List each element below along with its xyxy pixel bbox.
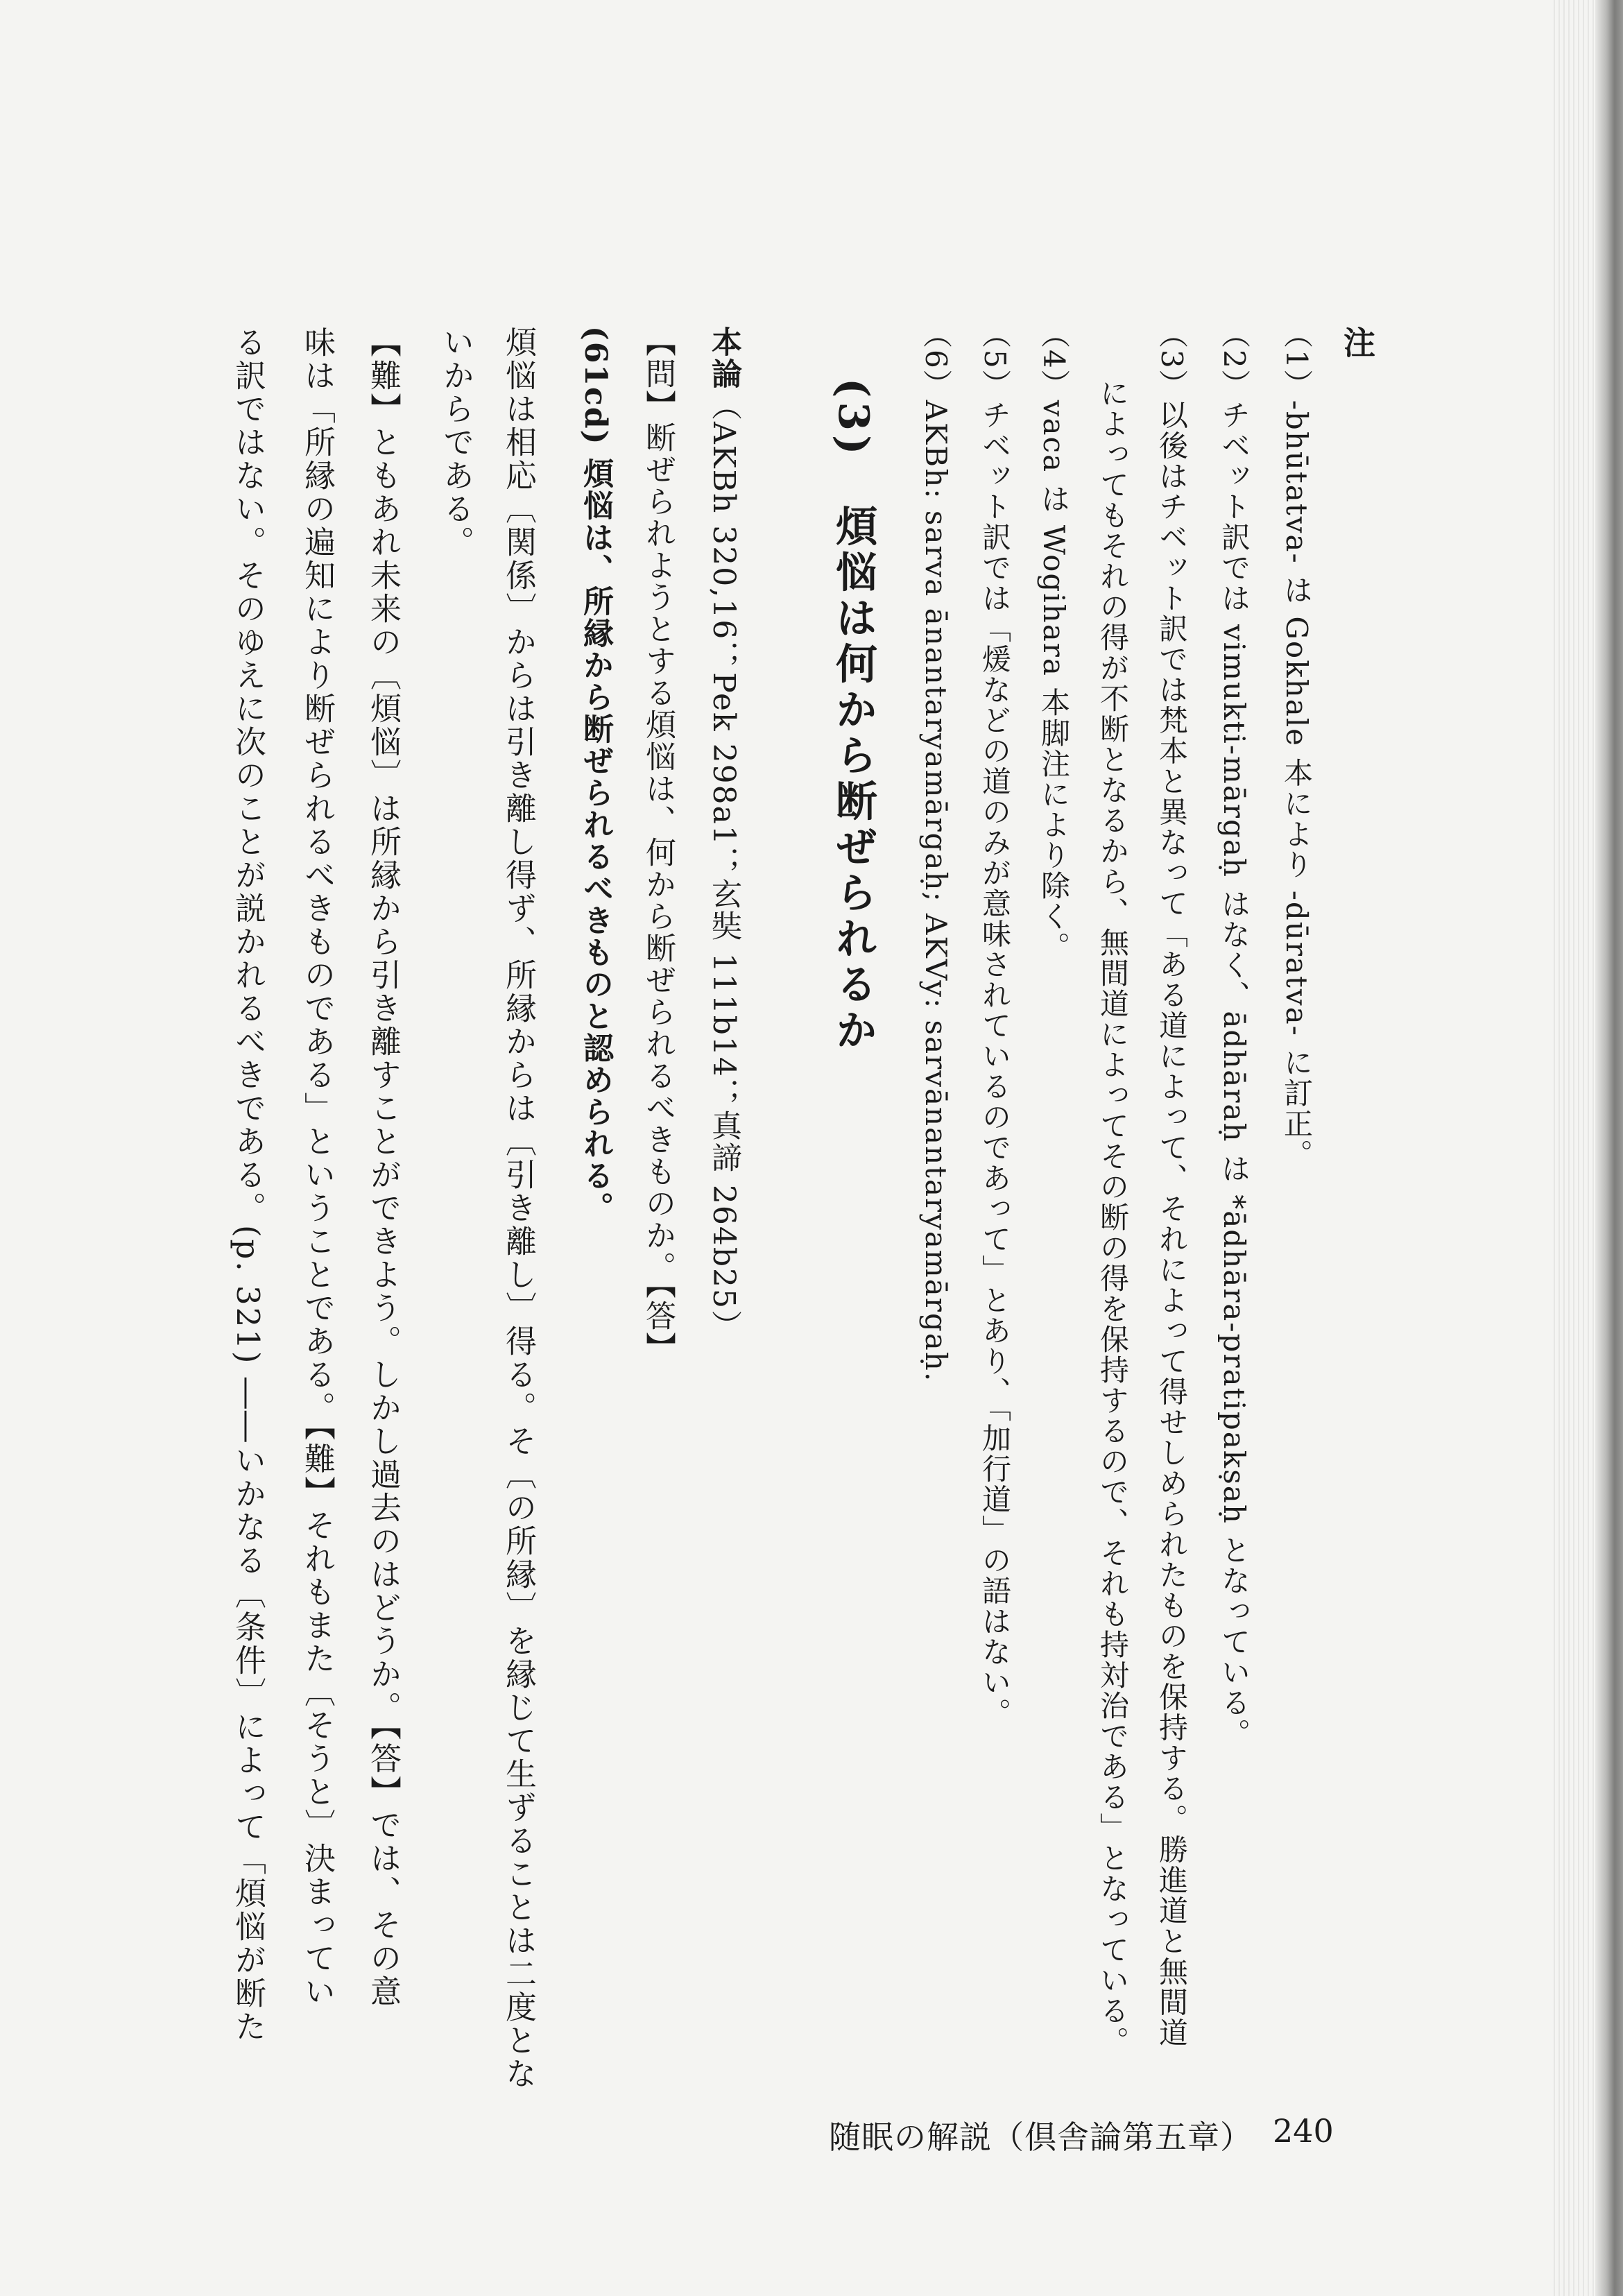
body-line-1: 煩悩は相応〔関係〕からは引き離し得ず、所縁からは〔引き離し〕得る。そ〔の所縁〕を縁じて生ずることは二度とな	[500, 326, 537, 2091]
note-3: （3）以後はチベット訳では梵本と異なって「ある道によって、それによって得せしめられたものを保持する。勝進道と無間道	[1155, 319, 1189, 2048]
body-line-4: 味は「所縁の遍知により断ぜられるべきものである」ということである。【難】それもまた〔そうと〕決まってい	[299, 326, 336, 2009]
note-6: （6）AKBh: sarva ānantaryamārgaḥ; AKVy: sarvānantaryamārgaḥ.	[919, 319, 953, 1383]
honron-label: 本論	[706, 326, 741, 390]
note-3-continued: によってもそれの得が不断となるから、無間道によってその断の得を保持するので、それも持対治である」となっている。	[1096, 378, 1130, 2057]
honron-reference: （AKBh 320,16；Pek 298a1；玄奘 111b14；真諦 264b25）	[706, 390, 741, 1342]
running-footer-title: 随眠の解説（倶舎論第五章）	[829, 2118, 1253, 2156]
note-2: （2）チベット訳では vimukti-mārgaḥ はなく、ādhāraḥ は *ādhāra-pratipakṣaḥ となっている。	[1217, 319, 1251, 1749]
note-1: （1）-bhūtatva- は Gokhale 本により -dūratva- に訂正。	[1280, 319, 1314, 1170]
notes-heading: 注	[1339, 326, 1376, 359]
section-title: (3) 煩悩は何から断ぜられるか	[829, 378, 877, 1054]
page-number: 240	[1273, 2112, 1334, 2150]
note-5: （5）チベット訳では「煖などの道のみが意味されているのであって」とあり、「加行道」の語はない。	[978, 319, 1012, 1729]
verse-line: (61cd) 煩悩は、所縁から断ぜられるべきものと認められる。	[578, 326, 613, 1224]
body-line-3: 【難】ともあれ未来の〔煩悩〕は所縁から引き離すことができよう。しかし過去のはどうか。【答】では、その意	[365, 326, 402, 2009]
body-line-5: る訳ではない。そのゆえに次のことが説かれるべきである。(p. 321) ――いかなる〔条件〕によって「煩悩が断た	[230, 326, 266, 2044]
question-line: 【問】断ぜられようとする煩悩は、何から断ぜられるべきものか。【答】	[640, 326, 676, 1364]
book-spine-shadow	[1595, 0, 1623, 2296]
body-line-2: いからである。	[438, 326, 474, 559]
honron-line	[708, 326, 739, 1342]
note-4: （4）vaca は Wogihara 本脚注により除く。	[1037, 319, 1071, 963]
